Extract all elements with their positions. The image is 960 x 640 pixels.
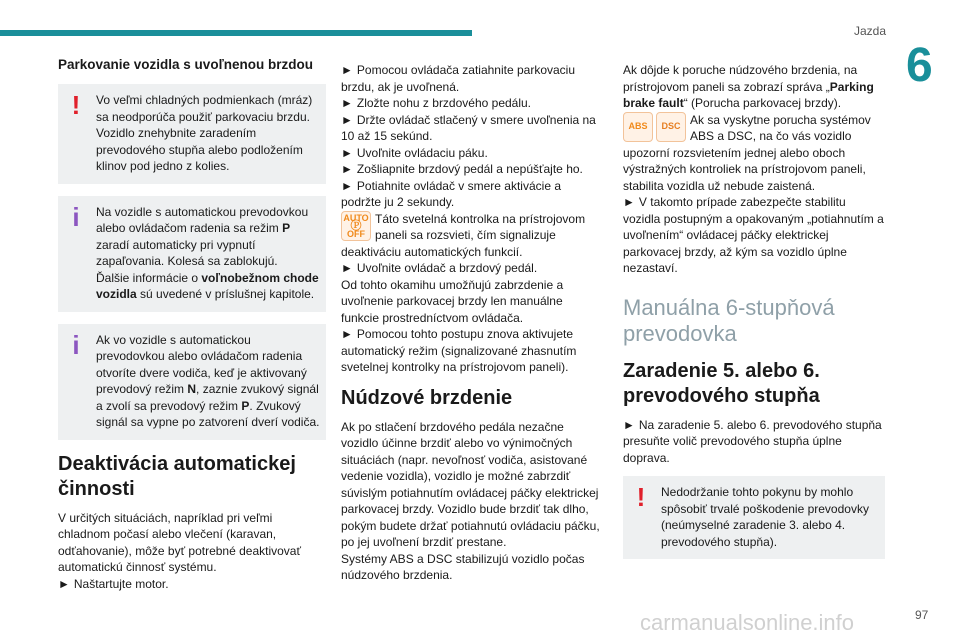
parking-heading: Parkovanie vozidla s uvoľnenou brzdou xyxy=(58,57,313,72)
arrow-icon: ► xyxy=(341,327,353,341)
arrow-icon: ► xyxy=(623,195,635,209)
warning-icon: ! xyxy=(71,90,81,120)
step-item: ► Na zaradenie 5. alebo 6. prevodového stupňa presuňte volič prevodového stupňa úplne doprava. xyxy=(623,417,882,465)
box-text: Ak vo vozidle s automatickou prevodovkou alebo ovládačom radenia otvoríte dvere vodiča, keď je aktivovaný prevodový režim N, zaznie zvukový signál a zvolí sa prevodový režim P. Zvukový signál sa vypne po zatvorení dverí vodiča. xyxy=(96,332,320,429)
abs-icon: ABS xyxy=(623,112,653,142)
manual-gearbox-heading: Manuálna 6-stupňová prevodovka xyxy=(623,294,835,346)
arrow-icon: ► xyxy=(341,112,353,127)
warning-icon: ! xyxy=(636,482,646,512)
arrow-icon: ► xyxy=(58,576,70,591)
arrow-icon: ► xyxy=(341,261,353,275)
step-item: ► Držte ovládač stlačený v smere uvoľnenia na 10 až 15 sekúnd. xyxy=(341,112,596,143)
box-text: Vo veľmi chladných podmienkach (mráz) sa neodporúča použiť parkovaciu brzdu. Vozidlo znehybnite zaradením prevodového stupňa alebo podložením klinov pod jedno z kolies. xyxy=(96,93,313,173)
arrow-icon: ► xyxy=(341,96,353,110)
gear-selection-heading: Zaradenie 5. alebo 6. prevodového stupňa xyxy=(623,359,820,407)
step-item: ► Pomocou tohto postupu znova aktivujete automatický režim (signalizované zhasnutím svetelnej kontrolky na prístrojovom paneli). xyxy=(341,327,577,374)
warning-lamps xyxy=(623,112,686,142)
section-title: Jazda xyxy=(853,24,886,38)
arrow-icon: ► xyxy=(341,162,353,176)
arrow-icon: ► xyxy=(341,63,353,77)
box-text: Nedodržanie tohto pokynu by mohlo spôsobiť trvalé poškodenie prevodovky (neúmyselné zaradenie 3. alebo 4. prevodového stupňa). xyxy=(661,485,869,549)
info-box xyxy=(58,196,326,312)
body-text: Ak po stlačení brzdového pedála nezačne vozidlo účinne brzdiť alebo vo výnimočných situáciách (napr. nevoľnosť vodiča, asistované vedenie vozidla), vozidlo je možné zabrzdiť súvislým potiahnutím ovládacej páčky elektrickej parkovacej brzdy. Vozidlo bude brzdiť tak dlho, pokým budete držať potiahnutú ovládaciu páčku, po jej uvoľnení brzdiť prestane. xyxy=(341,419,600,549)
body-text: Od tohto okamihu umožňujú zabrzdenie a uvoľnenie parkovacej brzdy len manuálne funkcie prostredníctvom ovládača. xyxy=(341,277,564,325)
info-icon: i xyxy=(72,329,80,360)
emergency-braking-heading: Núdzové brzdenie xyxy=(341,386,513,409)
column-2 xyxy=(341,62,603,584)
watermark: carmanualsonline.info xyxy=(640,610,855,635)
arrow-icon: ► xyxy=(341,178,353,193)
deactivation-heading: Deaktivácia automatickej činnosti xyxy=(58,452,296,500)
page-number: 97 xyxy=(915,608,929,622)
body-text: V určitých situáciách, napríklad pri veľmi chladnom počasí alebo vlečení (karavan, odťahovanie), môže byť potrebné deaktivovať automatickú činnosť systému. xyxy=(58,510,301,574)
step-item: ► Pomocou ovládača zatiahnite parkovaciu brzdu, ak je uvoľnená. xyxy=(341,63,576,94)
column-1 xyxy=(58,56,326,592)
body-text: Ak dôjde k poruche núdzového brzdenia, na prístrojovom paneli sa zobrazí správa „Parking brake fault“ (Porucha parkovacej brzdy). xyxy=(623,63,874,110)
column-3 xyxy=(623,62,885,571)
lamp-text: AUTO Ⓟ OFF Táto svetelná kontrolka na prístrojovom paneli sa rozsvieti, čím signalizuje deaktiváciu automatických funkcií. xyxy=(341,211,586,259)
arrow-icon: ► xyxy=(341,145,353,160)
auto-off-lamp-icon: AUTO Ⓟ OFF xyxy=(341,211,371,241)
info-icon: i xyxy=(72,201,80,232)
step-item: ► Zložte nohu z brzdového pedálu. xyxy=(341,96,532,110)
step-item: ► Uvoľnite ovládač a brzdový pedál. xyxy=(341,261,538,275)
header-accent-bar xyxy=(0,30,472,36)
step-item: ► Uvoľnite ovládaciu páku. xyxy=(341,145,488,160)
step-item: ► Zošliapnite brzdový pedál a nepúšťajte ho. xyxy=(341,162,583,176)
dsc-icon: DSC xyxy=(656,112,686,142)
box-text: Ďalšie informácie o voľnobežnom chode vozidla sú uvedené v príslušnej kapitole. xyxy=(96,270,319,301)
chapter-number: 6 xyxy=(906,39,933,92)
info-box xyxy=(58,324,326,440)
arrow-icon: ► xyxy=(623,417,635,432)
step-item: ► Potiahnite ovládač v smere aktivácie a podržte ju 2 sekundy. xyxy=(341,178,561,209)
step-item: ► V takomto prípade zabezpečte stabilitu vozidla postupným a opakovaným „potiahnutím a uvoľnením“ ovládacej páčky elektrickej parkovacej brzdy, až kým sa vozidlo úplne nezastaví. xyxy=(623,195,884,275)
warning-box xyxy=(58,84,326,184)
body-text: Systémy ABS a DSC stabilizujú vozidlo počas núdzového brzdenia. xyxy=(341,551,585,582)
box-text: Na vozidle s automatickou prevodovkou alebo ovládačom radenia sa režim P zaradí automaticky pri vypnutí zapaľovania. Kolesá sa zablokujú. xyxy=(96,204,309,268)
warning-box xyxy=(623,476,885,559)
abs-dsc-text: ABS DSC Ak sa vyskytne porucha systémov ABS a DSC, na čo vás vozidlo upozorní rozsvietením jednej alebo oboch výstražných kontroliek na prístrojovom paneli, stabilita vozidla už nebude zaistená. xyxy=(623,112,871,193)
step-item: ► Naštartujte motor. xyxy=(58,576,169,591)
